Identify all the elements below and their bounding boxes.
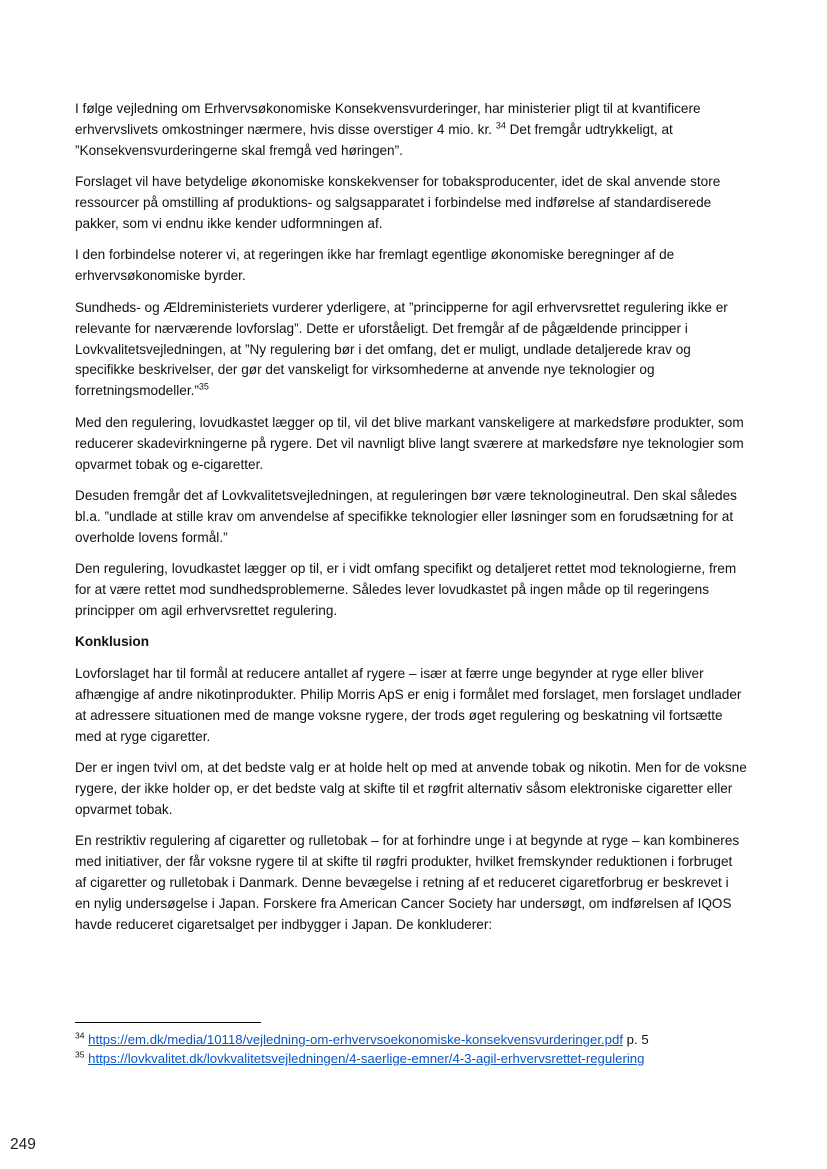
paragraph-7: Den regulering, lovudkastet lægger op til, er i vidt omfang specifikt og detaljeret rettet mod teknologierne, frem for at være rettet mod sundhedsproblemerne. Således lever lovudkastet på ingen måde op til regeringens principper om agil erhvervsrettet regulering. [75,561,737,619]
footnote-35-link[interactable]: https://lovkvalitet.dk/lovkvalitetsvejledningen/4-saerlige-emner/4-3-agil-erhvervsrettet-regulering [88,1051,645,1066]
footnote-ref-34[interactable]: 34 [495,120,506,131]
paragraph-6: Desuden fremgår det af Lovkvalitetsvejledningen, at reguleringen bør være teknologineutral. Den skal således bl.a. ”undlade at stille krav om anvendelse af specifikke teknologier eller løsninger som en forudsætning for at overholde lovens formål.” [75,488,737,545]
paragraph-4 [75,298,747,403]
footnote-35 [75,1049,755,1068]
footnote-34 [75,1030,755,1049]
paragraph-2: Forslaget vil have betydelige økonomiske konskekvenser for tobaksproducenter, idet de skal anvende store ressourcer på omstilling af produktions- og salgsapparatet i forbindelse med indførelse af standardiserede pakker, som vi endnu ikke kender udformningen af. [75,174,721,232]
paragraph-1-text: I følge vejledning om Erhvervsøkonomiske Konsekvensvurderinger, har ministerier pligt til at kvantificere erhvervslivets omkostninger nærmere, hvis disse overstiger 4 mio. kr. [75,101,701,137]
paragraph-5: Med den regulering, lovudkastet lægger op til, vil det blive markant vanskeligere at markedsføre produkter, som reducerer skadevirkningerne på rygere. Det vil navnligt blive langt sværere at markedsføre nye teknologier som opvarmet tobak og e-cigaretter. [75,414,744,472]
paragraph-1 [75,99,747,162]
footnote-34-suffix: p. 5 [623,1032,649,1047]
paragraph-1-text-after: Det fremgår udtrykkeligt, at ”Konsekvensvurderingerne skal fremgå ved høringen”. [75,121,673,158]
footnote-divider [75,1022,261,1023]
document-body [75,99,747,946]
page-number: 249 [10,1136,36,1153]
paragraph-9: Der er ingen tvivl om, at det bedste valg er at holde helt op med at anvende tobak og nikotin. Men for de voksne rygere, der ikke holder op, er det bedste valg at skifte til et røgfrit alternativ såsom elektroniske cigaretter eller opvarmet tobak. [75,759,747,817]
paragraph-4-text: Sundheds- og Ældreministeriets vurderer yderligere, at ”principperne for agil erhvervsrettet regulering ikke er relevante for nærværende lovforslag”. Dette er uforståeligt. Det fremgår af de pågældende principper i Lovkvalitetsvejledningen, at ”Ny regulering bør i det omfang, det er muligt, undlade detaljerede krav og specifikke beskrivelser, der gør det vanskeligt for virksomhederne at anvende nye teknologier og forretningsmodeller.” [75,299,728,399]
paragraph-10: En restriktiv regulering af cigaretter og rulletobak – for at forhindre unge i at begynde at ryge – kan kombineres med initiativer, der får voksne rygere til at skifte til røgfri produkter, hvilket fremskynder reduktionen i forbruget af cigaretter og rulletobak i Danmark. Denne bevægelse i retning af et reduceret cigaretforbrug er beskrevet i en nylig undersøgelse i Japan. Forskere fra American Cancer Society har undersøgt, om indførelsen af IQOS havde reduceret cigaretsalget per indbygger i Japan. De konkluderer: [75,833,740,932]
footnotes [75,1030,755,1068]
paragraph-8: Lovforslaget har til formål at reducere antallet af rygere – især at færre unge begynder at ryge eller bliver afhængige af andre nikotinprodukter. Philip Morris ApS er enig i formålet med forslaget, men forslaget undlader at adressere situationen med de mange voksne rygere, der trods øget regulering og beskatning vil fortsætte med at ryge cigaretter. [75,665,742,744]
footnote-number: 34 [75,1030,85,1041]
footnote-number: 35 [75,1049,85,1060]
footnote-34-link[interactable]: https://em.dk/media/10118/vejledning-om-erhvervsoekonomiske-konsekvensvurderinger.pdf [88,1032,623,1047]
paragraph-3: I den forbindelse noterer vi, at regeringen ikke har fremlagt egentlige økonomiske beregninger af de erhvervsøkonomiske byrder. [75,247,675,284]
section-heading: Konklusion [75,634,150,650]
footnote-ref-35[interactable]: 35 [198,381,209,392]
